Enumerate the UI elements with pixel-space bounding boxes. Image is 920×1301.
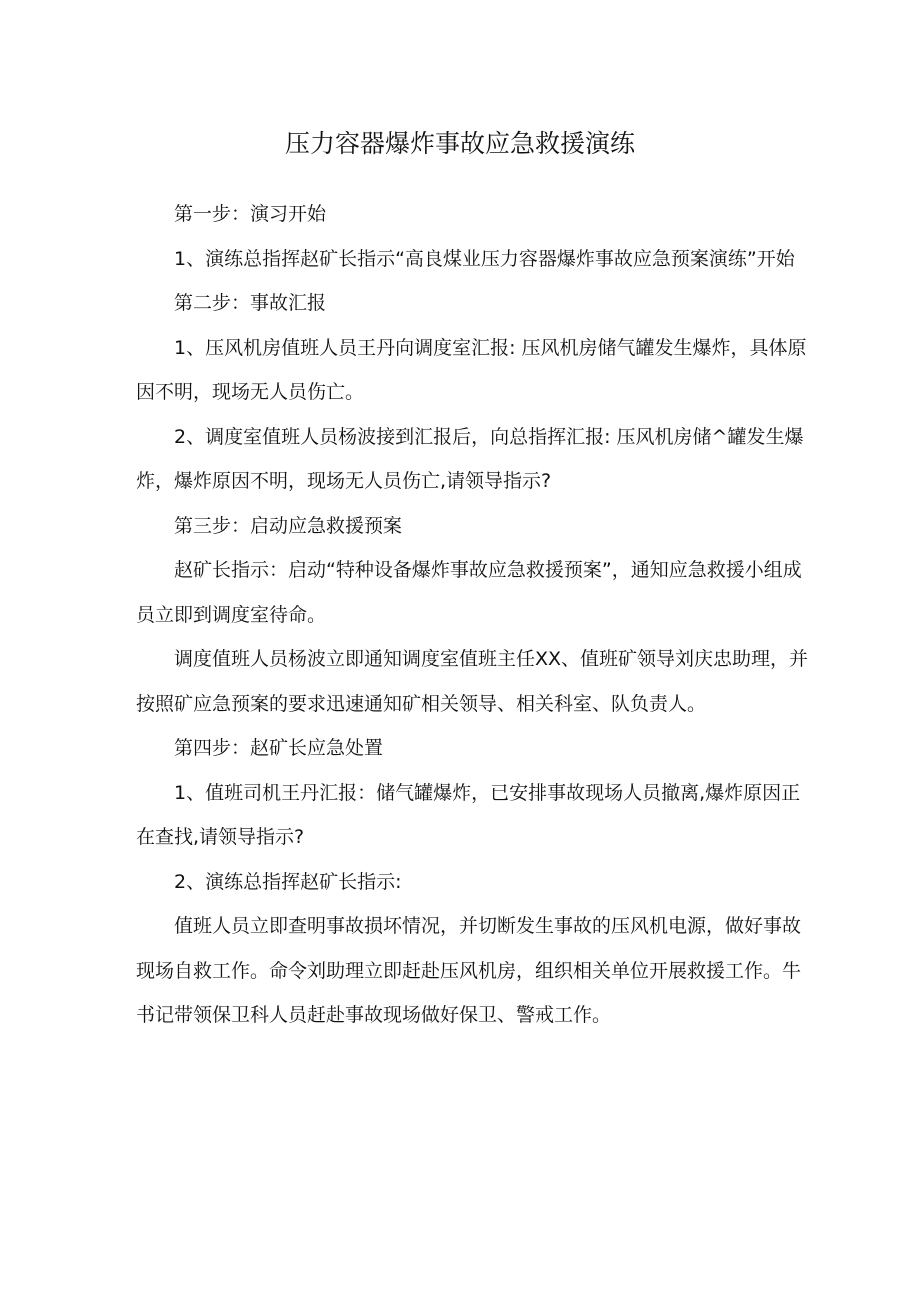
paragraph: 1、压风机房值班人员王丹向调度室汇报: 压风机房储气罐发生爆炸，具体原因不明，现场无人员伤亡。	[136, 336, 807, 403]
paragraph: 1、演练总指挥赵矿长指示“高良煤业压力容器爆炸事故应急预案演练”开始	[174, 247, 795, 270]
paragraph: 2、演练总指挥赵矿长指示:	[174, 870, 402, 893]
paragraph: 赵矿长指示：启动“特种设备爆炸事故应急救援预案”，通知应急救援小组成员立即到调度室待命。	[136, 559, 802, 626]
document-title: 压力容器爆炸事故应急救援演练	[284, 129, 635, 158]
paragraph: 值班人员立即查明事故损坏情况，并切断发生事故的压风机电源，做好事故现场自救工作。命令刘助理立即赶赴压风机房，组织相关单位开展救援工作。牛书记带领保卫科人员赶赴事故现场做好保卫、警戒工作。	[136, 915, 802, 1026]
paragraph: 调度值班人员杨波立即通知调度室值班主任XX、值班矿领导刘庆忠助理，并按照矿应急预案的要求迅速通知矿相关领导、相关科室、队负责人。	[136, 648, 809, 715]
step-2-heading: 第二步：事故汇报	[174, 292, 327, 314]
document-body	[136, 192, 816, 1038]
step-1-heading: 第一步：演习开始	[174, 203, 327, 225]
paragraph: 1、值班司机王丹汇报：储气罐爆炸，已安排事故现场人员撤离,爆炸原因正在查找,请领导指示?	[136, 781, 801, 848]
step-3-heading: 第三步：启动应急救援预案	[174, 514, 403, 537]
step-4-heading: 第四步：赵矿长应急处置	[174, 737, 384, 759]
paragraph: 2、调度室值班人员杨波接到汇报后，向总指挥汇报: 压风机房储^罐发生爆炸，爆炸原因不明，现场无人员伤亡,请领导指示?	[136, 425, 804, 492]
